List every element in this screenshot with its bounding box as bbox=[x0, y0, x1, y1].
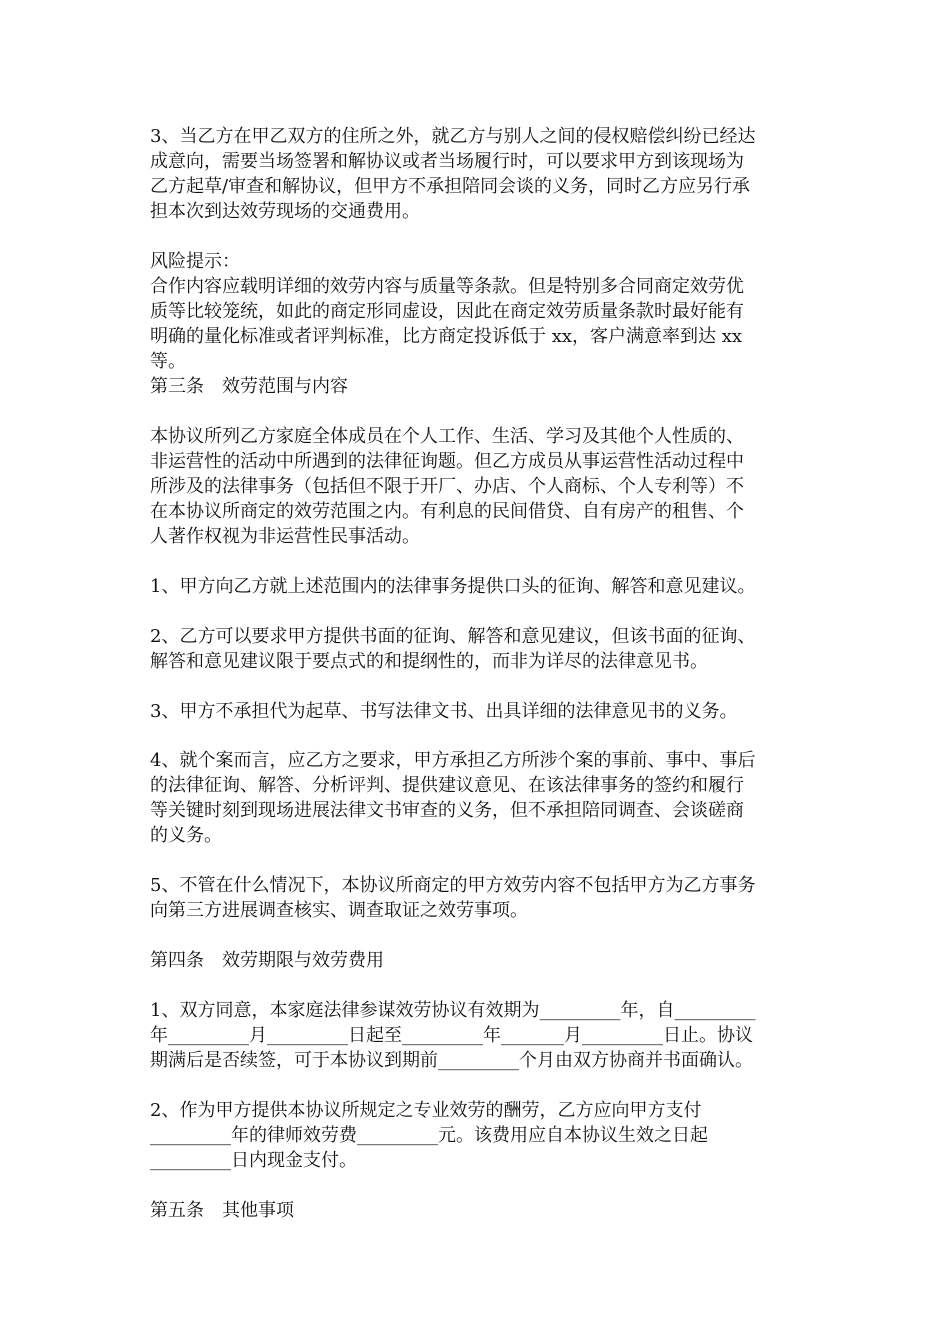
paragraph-line: 人著作权视为非运营性民事活动。 bbox=[150, 526, 420, 547]
paragraph-line: 4、就个案而言，应乙方之要求，甲方承担乙方所涉个案的事前、事中、事后 bbox=[150, 750, 756, 771]
paragraph-line: 期满后是否续签，可于本协议到期前_________个月由双方协商并书面确认。 bbox=[150, 1050, 753, 1071]
paragraph-line: _________年的律师效劳费_________元。该费用应自本协议生效之日起 bbox=[150, 1125, 708, 1146]
paragraph-line: 成意向，需要当场签署和解协议或者当场履行时，可以要求甲方到该现场为 bbox=[150, 151, 744, 172]
paragraph-line: 3、当乙方在甲乙双方的住所之外，就乙方与别人之间的侵权赔偿纠纷已经达 bbox=[150, 126, 756, 147]
paragraph-line: _________日内现金支付。 bbox=[150, 1150, 357, 1171]
paragraph-line: 乙方起草/审查和解协议，但甲方不承担陪同会谈的义务，同时乙方应另行承 bbox=[150, 176, 751, 197]
article-3-heading: 第三条 效劳范围与内容 bbox=[150, 376, 348, 397]
paragraph-line: 担本次到达效劳现场的交通费用。 bbox=[150, 201, 420, 222]
paragraph-line: 合作内容应载明详细的效劳内容与质量等条款。但是特别多合同商定效劳优 bbox=[150, 276, 744, 297]
paragraph-line: 5、不管在什么情况下，本协议所商定的甲方效劳内容不包括甲方为乙方事务 bbox=[150, 875, 756, 896]
paragraph-line: 明确的量化标准或者评判标准，比方商定投诉低于 xx，客户满意率到达 xx bbox=[150, 326, 743, 347]
paragraph-line: 解答和意见建议限于要点式的和提纲性的，而非为详尽的法律意见书。 bbox=[150, 651, 708, 672]
paragraph-line: 2、乙方可以要求甲方提供书面的征询、解答和意见建议，但该书面的征询、 bbox=[150, 626, 756, 647]
paragraph-line: 向第三方进展调查核实、调查取证之效劳事项。 bbox=[150, 900, 528, 921]
paragraph-line: 等关键时刻到现场进展法律文书审查的义务，但不承担陪同调查、会谈磋商 bbox=[150, 800, 744, 821]
paragraph-line: 质等比较笼统，如此的商定形同虚设，因此在商定效劳质量条款时最好能有 bbox=[150, 301, 744, 322]
paragraph-line: 的义务。 bbox=[150, 825, 222, 846]
paragraph-line: 3、甲方不承担代为起草、书写法律文书、出具详细的法律意见书的义务。 bbox=[150, 701, 738, 722]
paragraph-line: 本协议所列乙方家庭全体成员在个人工作、生活、学习及其他个人性质的、 bbox=[150, 426, 744, 447]
paragraph-line: 1、双方同意，本家庭法律参谋效劳协议有效期为_________年，自_________ bbox=[150, 1000, 756, 1021]
paragraph-line: 等。 bbox=[150, 351, 186, 372]
article-4-heading: 第四条 效劳期限与效劳费用 bbox=[150, 950, 384, 971]
paragraph-line: 1、甲方向乙方就上述范围内的法律事务提供口头的征询、解答和意见建议。 bbox=[150, 576, 756, 597]
risk-heading: 风险提示： bbox=[150, 251, 240, 272]
article-5-heading: 第五条 其他事项 bbox=[150, 1200, 294, 1221]
paragraph-line: 在本协议所商定的效劳范围之内。有利息的民间借贷、自有房产的租售、个 bbox=[150, 501, 744, 522]
paragraph-line: 非运营性的活动中所遇到的法律征询题。但乙方成员从事运营性活动过程中 bbox=[150, 451, 744, 472]
paragraph-line: 所涉及的法律事务（包括但不限于开厂、办店、个人商标、个人专利等）不 bbox=[150, 476, 744, 497]
paragraph-line: 2、作为甲方提供本协议所规定之专业效劳的酬劳，乙方应向甲方支付 bbox=[150, 1100, 702, 1121]
paragraph-line: 的法律征询、解答、分析评判、提供建议意见、在该法律事务的签约和履行 bbox=[150, 775, 744, 796]
paragraph-line: 年_________月_________日起至_________年_______月_________日止。协议 bbox=[150, 1025, 753, 1046]
